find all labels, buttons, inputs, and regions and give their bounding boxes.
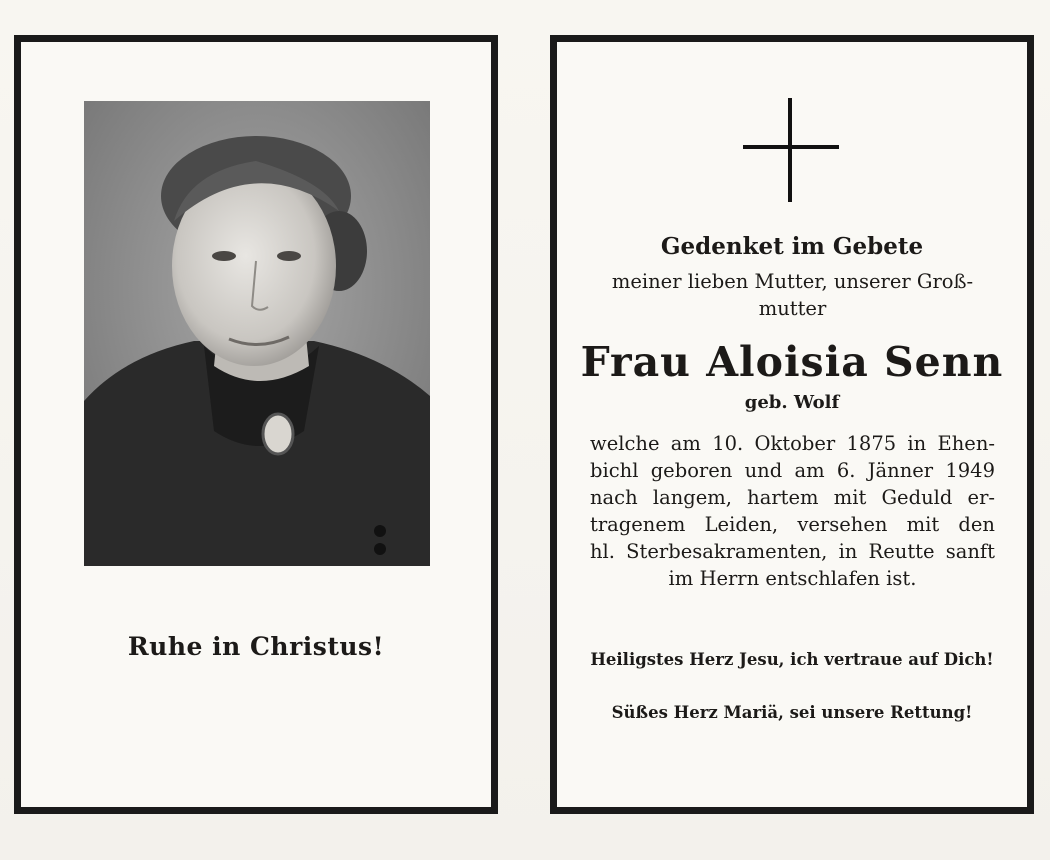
intro-line: meiner lieben Mutter, unserer Groß-	[611, 270, 974, 293]
portrait-photo-icon	[84, 101, 430, 566]
cross-icon	[743, 98, 839, 202]
intro-text	[590, 268, 995, 322]
left-motto: Ruhe in Christus!	[127, 632, 385, 661]
biography-text	[590, 430, 995, 592]
maiden-name: geb. Wolf	[744, 392, 840, 413]
portrait-photo	[84, 101, 430, 566]
prayer-mary: Süßes Herz Mariä, sei unsere Rettung!	[611, 703, 973, 722]
biography-line: hl. Sterbesakramenten, in Reutte sanft	[590, 540, 995, 563]
deceased-name: Frau Aloisia Senn	[580, 338, 1004, 386]
biography-line: im Herrn entschlafen ist.	[668, 567, 917, 590]
biography-line: tragenem Leiden, versehen mit den	[590, 513, 995, 536]
biography-line: welche am 10. Oktober 1875 in Ehen-	[590, 432, 995, 455]
intro-line: mutter	[758, 297, 827, 320]
heading: Gedenket im Gebete	[660, 233, 924, 260]
biography-line: bichl geboren und am 6. Jänner 1949	[590, 459, 995, 482]
biography-line: nach langem, hartem mit Geduld er-	[590, 486, 995, 509]
prayer-sacred-heart: Heiligstes Herz Jesu, ich vertraue auf Dich!	[590, 650, 994, 669]
